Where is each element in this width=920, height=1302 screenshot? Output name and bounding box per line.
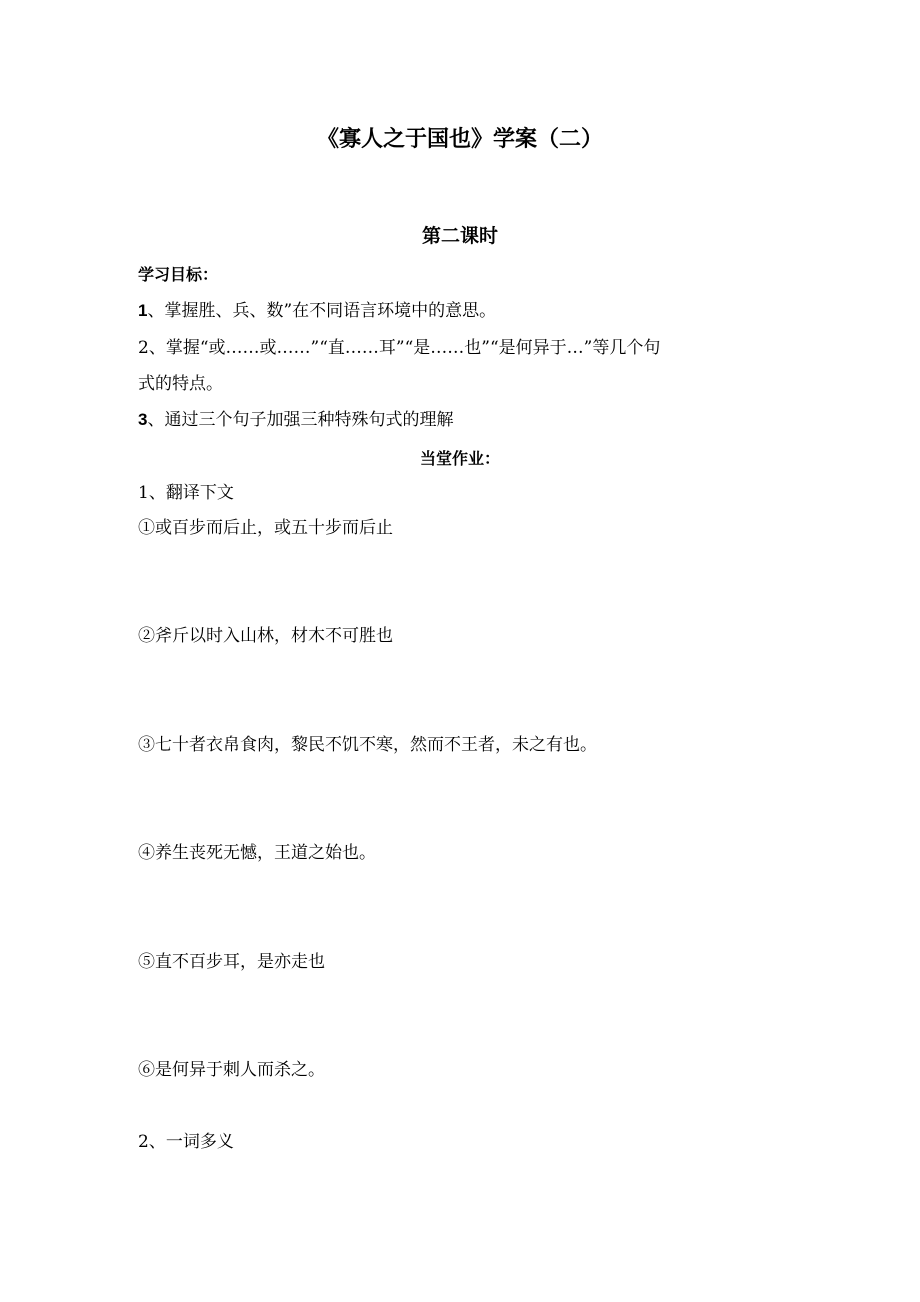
- translation-sentence-3: ③七十者衣帛食肉，黎民不饥不寒，然而不王者，未之有也。: [138, 735, 597, 755]
- translation-sentence-4: ④养生丧死无憾，王道之始也。: [138, 843, 376, 863]
- translation-sentence-5: ⑤直不百步耳，是亦走也: [138, 952, 325, 972]
- lesson-subtitle: 第二课时: [421, 225, 498, 247]
- objective-item-1-number: 1: [138, 301, 148, 320]
- objective-item-2-line-2: 式的特点。: [138, 374, 223, 394]
- translation-sentence-2: ②斧斤以时入山林，材木不可胜也: [138, 626, 393, 646]
- objective-item-3-text: 、通过三个句子加强三种特殊句式的理解: [147, 410, 454, 430]
- classwork-heading: 当堂作业：: [419, 449, 500, 468]
- objective-item-3: [138, 409, 453, 431]
- document-title: 《寡人之于国也》学案（二）: [316, 127, 603, 152]
- objective-item-3-number: 3: [138, 410, 148, 429]
- objectives-heading: 学习目标：: [138, 265, 219, 284]
- question-1-title: 1、翻译下文: [138, 483, 234, 503]
- translation-sentence-1: ①或百步而后止，或五十步而后止: [138, 518, 393, 538]
- question-2-title: 2、一词多义: [138, 1132, 234, 1152]
- translation-sentence-6: ⑥是何异于刺人而杀之。: [138, 1060, 325, 1080]
- objective-item-1: [138, 300, 496, 322]
- objective-item-2-line-1: 2、掌握“或……或……”“直……耳”“是……也”“是何异于…”等几个句: [138, 338, 661, 358]
- objective-item-1-text: 、掌握胜、兵、数”在不同语言环境中的意思。: [147, 301, 497, 321]
